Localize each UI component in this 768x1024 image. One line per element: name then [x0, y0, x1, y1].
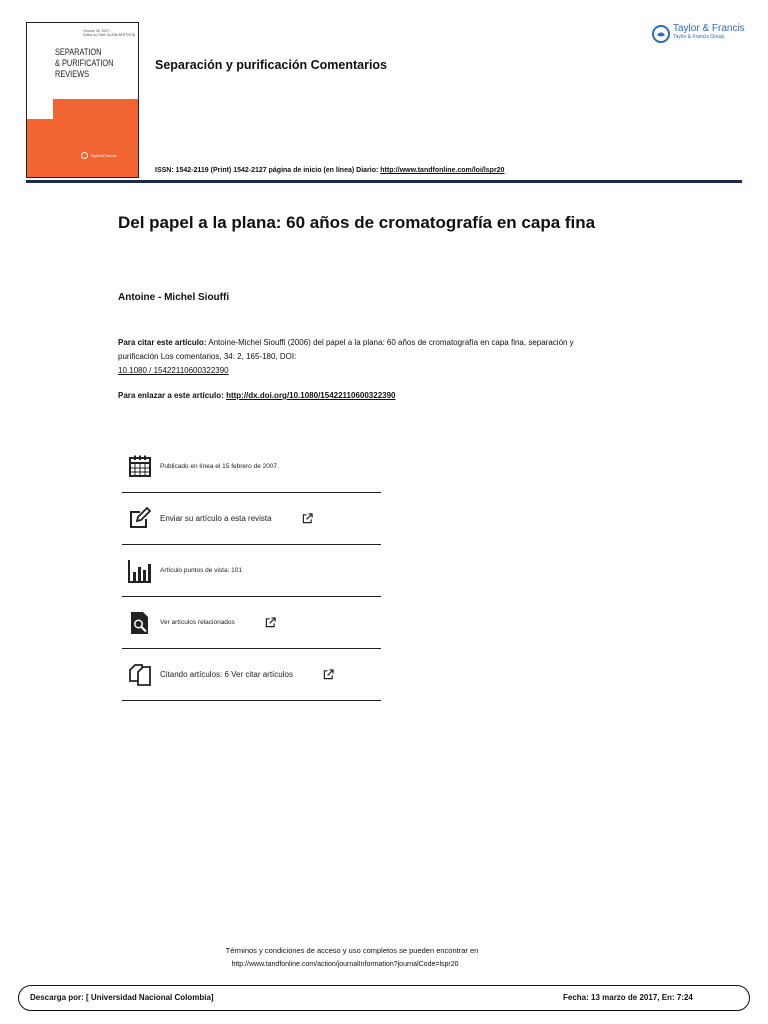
- related-articles-link[interactable]: Ver artículos relacionados: [160, 619, 235, 626]
- permalink-line: [118, 391, 396, 400]
- submit-article-row[interactable]: [122, 493, 381, 545]
- article-info-panel: [122, 440, 381, 701]
- document-search-icon: [128, 611, 152, 635]
- cover-publisher-text: Taylor&Francis: [90, 153, 117, 158]
- terms-notice: [0, 944, 704, 972]
- citation-label: Para citar este artículo:: [118, 338, 207, 347]
- citing-articles-row[interactable]: [122, 649, 381, 701]
- publisher-logo[interactable]: [652, 23, 745, 43]
- terms-link[interactable]: http://www.tandfonline.com/action/journalInformation?journalCode=lspr20: [231, 961, 459, 968]
- article-views-row: [122, 545, 381, 597]
- citing-articles-link[interactable]: Citando artículos: 6 Ver citar artículos: [160, 670, 293, 679]
- download-date: Fecha: 13 marzo de 2017, En: 7:24: [563, 993, 693, 1002]
- cover-meta: Volume 36, 2007 Editor-in-Chief: ALAIN BERTHOD: [83, 29, 136, 37]
- cover-publisher-logo: [81, 152, 116, 159]
- article-views-count: Artículo puntos de vista: 101: [160, 567, 243, 574]
- issn-text: ISSN: 1542-2119 (Print) 1542-2127 página de inicio (en línea) Diario:: [155, 167, 379, 174]
- downloaded-by: Descarga por: [ Universidad Nacional Colombia]: [30, 993, 214, 1002]
- external-link-icon[interactable]: [265, 617, 276, 628]
- publisher-group: Taylor & Francis Group: [673, 34, 725, 40]
- header-divider: [26, 180, 742, 183]
- submit-article-link[interactable]: Enviar su artículo a esta revista: [160, 514, 272, 523]
- article-title: Del papel a la plana: 60 años de cromatografía en capa fina: [118, 213, 596, 232]
- copy-documents-icon: [128, 663, 152, 687]
- cover-side-panel: [27, 99, 53, 119]
- edit-icon: [128, 507, 152, 531]
- bar-chart-icon: [128, 559, 152, 583]
- terms-text: Términos y condiciones de acceso y uso completos se pueden encontrar en: [225, 946, 479, 955]
- citation-text: Antoine-Michel Siouffi (2006) del papel a la plana: 60 años de cromatografía en capa fina, separación y purificación Los comentarios, 34: 2, 165-180, DOI:: [118, 338, 574, 361]
- journal-cover: [26, 22, 139, 178]
- permalink-url[interactable]: http://dx.doi.org/10.1080/15422110600322390: [226, 391, 396, 400]
- citation-block: [118, 336, 578, 378]
- doi-link[interactable]: 10.1080 / 15422110600322390: [118, 366, 229, 375]
- calendar-icon: [128, 454, 152, 478]
- cover-title: SEPARATION & PURIFICATION REVIEWS: [55, 47, 114, 79]
- external-link-icon[interactable]: [323, 669, 334, 680]
- article-author: Antoine - Michel Siouffi: [118, 292, 230, 303]
- journal-homepage-link[interactable]: http://www.tandfonline.com/loi/lspr20: [380, 167, 505, 174]
- publisher-mark-icon: [81, 152, 88, 159]
- journal-title: Separación y purificación Comentarios: [155, 58, 388, 72]
- published-row: [122, 440, 381, 492]
- permalink-label: Para enlazar a este artículo:: [118, 391, 224, 400]
- related-articles-row[interactable]: [122, 597, 381, 649]
- issn-line: [155, 167, 504, 174]
- published-date: Publicado en línea el 15 febrero de 2007.: [160, 462, 279, 470]
- external-link-icon[interactable]: [302, 513, 313, 524]
- publisher-logo-icon: [652, 25, 670, 43]
- publisher-name: Taylor & Francis: [673, 23, 745, 34]
